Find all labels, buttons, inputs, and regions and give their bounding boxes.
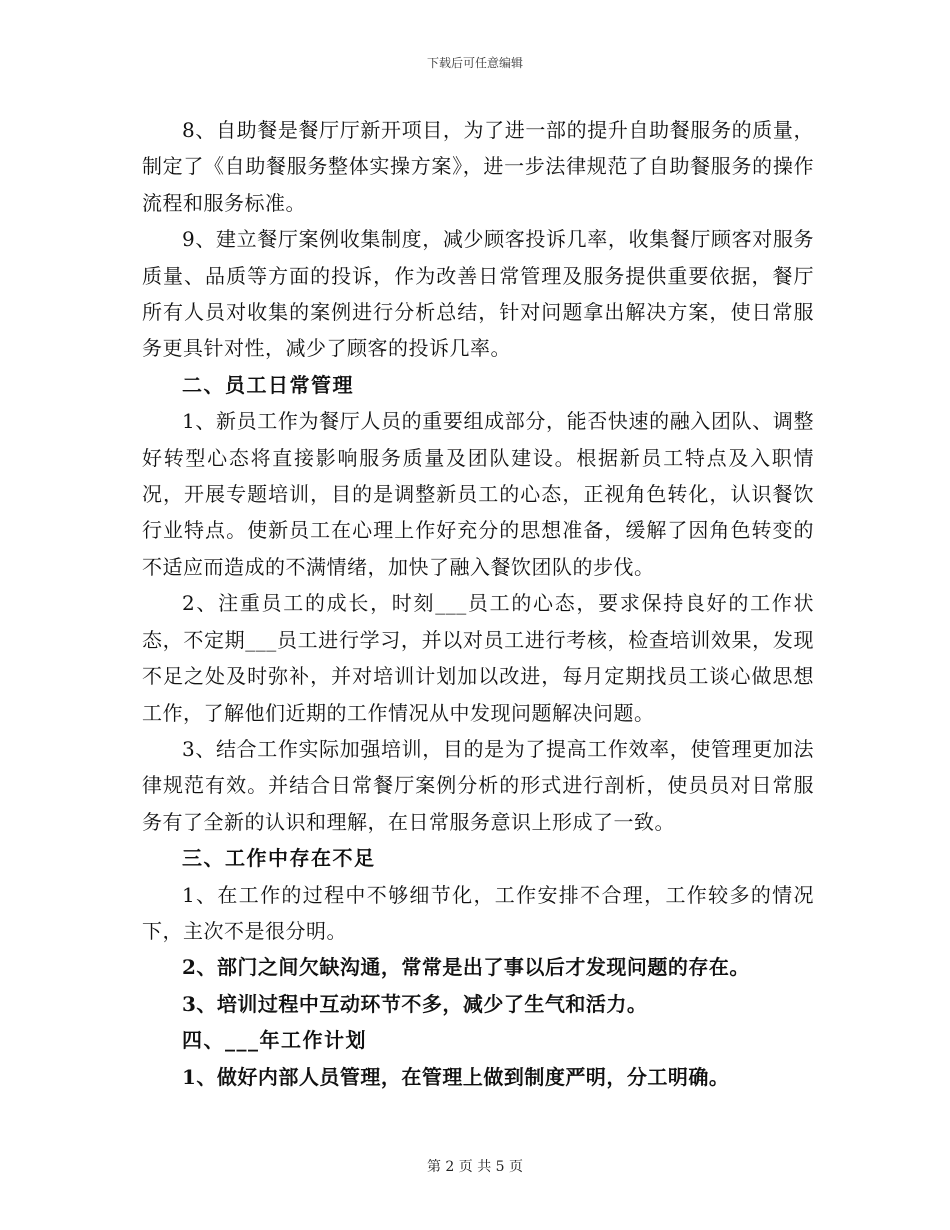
document-body xyxy=(142,112,814,1095)
section-heading-2: 二、员工日常管理 xyxy=(182,372,354,397)
section-heading-3: 三、工作中存在不足 xyxy=(182,846,376,871)
section-heading-4: 四、___年工作计划 xyxy=(182,1028,367,1053)
paragraph-3-3: 3、培训过程中互动环节不多，减少了生气和活力。 xyxy=(182,991,648,1016)
page-number: 第 2 页 共 5 页 xyxy=(426,1159,524,1175)
paragraph-3-2: 2、部门之间欠缺沟通，常常是出了事以后才发现问题的存在。 xyxy=(182,955,750,980)
paragraph-2-3: 3、结合工作实际加强培训，目的是为了提高工作效率，使管理更加法律规范有效。并结合日常餐厅案例分析的形式进行剖析，使员员对日常服务有了全新的认识和理解，在日常服务意识上形成了一致。 xyxy=(142,736,814,834)
paragraph-2-2: 2、注重员工的成长，时刻___员工的心态，要求保持良好的工作状态，不定期___员工进行学习，并以对员工进行考核，检查培训效果，发现不足之处及时弥补，并对培训计划加以改进，每月定期找员工谈心做思想工作，了解他们近期的工作情况从中发现问题解决问题。 xyxy=(142,591,814,725)
paragraph-4-1: 1、做好内部人员管理，在管理上做到制度严明，分工明确。 xyxy=(182,1064,730,1089)
paragraph-8: 8、自助餐是餐厅厅新开项目，为了进一部的提升自助餐服务的质量，制定了《自助餐服务整体实操方案》，进一步法律规范了自助餐服务的操作流程和服务标准。 xyxy=(142,118,814,215)
paragraph-2-1: 1、新员工作为餐厅人员的重要组成部分，能否快速的融入团队、调整好转型心态将直接影响服务质量及团队建设。根据新员工特点及入职情况，开展专题培训，目的是调整新员工的心态，正视角色转化，认识餐饮行业特点。使新员工在心理上作好充分的思想准备，缓解了因角色转变的不适应而造成的不满情绪，加快了融入餐饮团队的步伐。 xyxy=(142,409,814,579)
paragraph-3-1: 1、在工作的过程中不够细节化，工作安排不合理，工作较多的情况下，主次不是很分明。 xyxy=(142,882,814,943)
header-note: 下载后可任意编辑 xyxy=(426,56,523,70)
paragraph-9: 9、建立餐厅案例收集制度，减少顾客投诉几率，收集餐厅顾客对服务质量、品质等方面的投诉，作为改善日常管理及服务提供重要依据，餐厅所有人员对收集的案例进行分析总结，针对问题拿出解决方案，使日常服务更具针对性，减少了顾客的投诉几率。 xyxy=(142,227,814,361)
